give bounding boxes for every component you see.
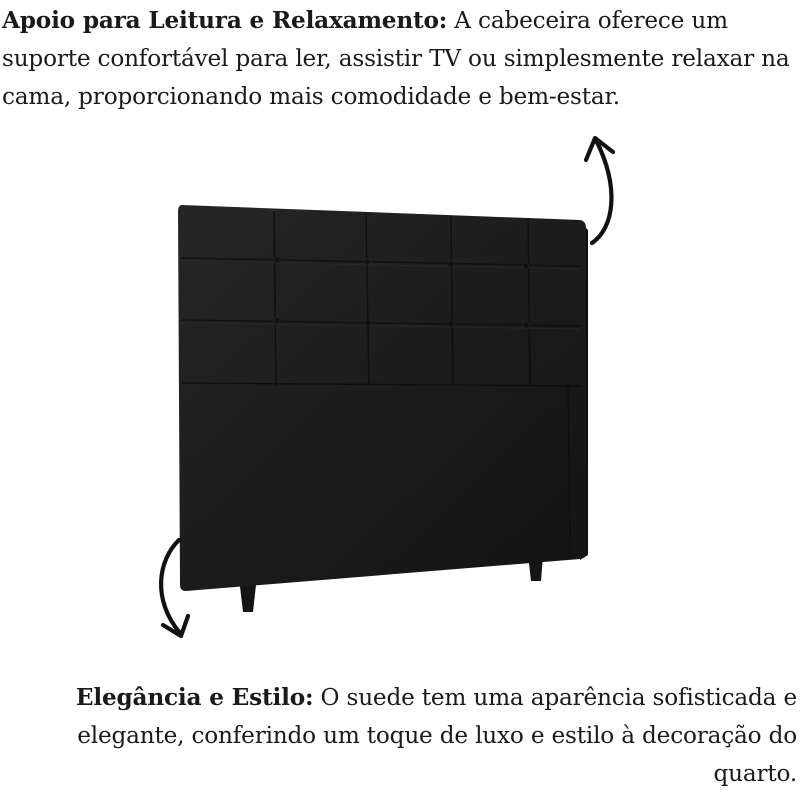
reading-support-heading: Apoio para Leitura e Relaxamento:: [2, 7, 448, 34]
elegance-style-paragraph: [0, 679, 797, 793]
elegance-style-heading: Elegância e Estilo:: [75, 684, 314, 711]
elegance-style-body: O suede tem uma aparência sofisticada e elegante, conferindo um toque de luxo e estilo à decoração do quarto.: [77, 684, 797, 787]
reading-support-body: A cabeceira oferece um suporte confortável para ler, assistir TV ou simplesmente relaxar na cama, proporcionando mais comodidade e bem-estar.: [2, 7, 790, 110]
arrow-up-icon: [586, 138, 613, 243]
